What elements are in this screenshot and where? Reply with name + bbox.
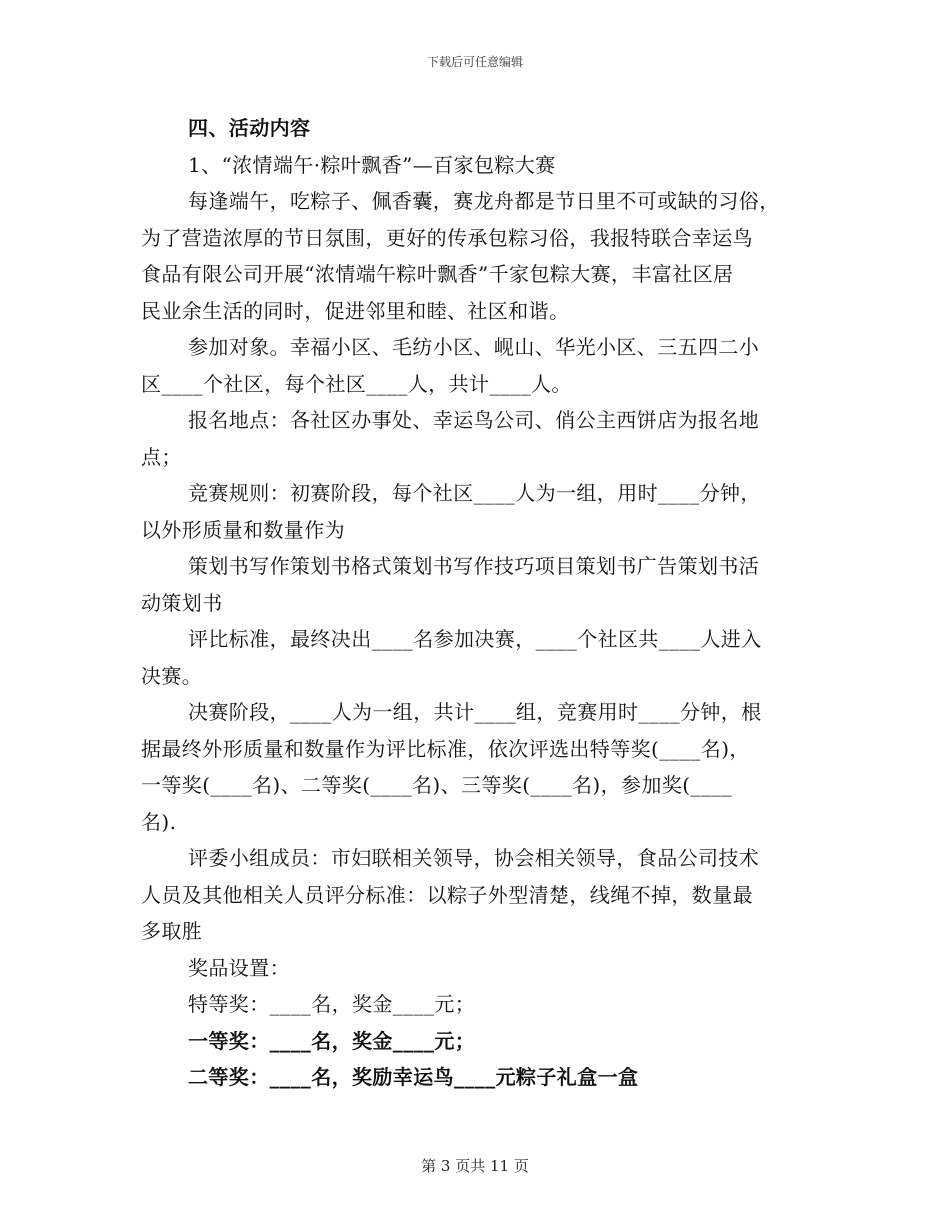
paragraph-line: 决赛阶段，____人为一组，共计____组，竞赛用时____分钟，根	[188, 700, 762, 724]
paragraph-line: 报名地点：各社区办事处、幸运鸟公司、俏公主西饼店为报名地	[188, 408, 760, 432]
paragraph-line: 参加对象。幸福小区、毛纺小区、岘山、华光小区、三五四二小	[188, 335, 760, 359]
paragraph-line: 策划书写作策划书格式策划书写作技巧项目策划书广告策划书活	[188, 554, 760, 578]
paragraph-line: 评委小组成员：市妇联相关领导，协会相关领导，食品公司技术	[188, 846, 760, 870]
page-header: 下载后可任意编辑	[426, 55, 523, 69]
prize-line-special: 特等奖：____名，奖金____元；	[188, 992, 476, 1016]
prize-setting-label: 奖品设置：	[188, 955, 290, 980]
paragraph-line: 民业余生活的同时，促进邻里和睦、社区和谐。	[141, 298, 570, 323]
paragraph-line: 名).	[141, 809, 177, 834]
prize-line-first: 一等奖：____名，奖金____元；	[188, 1028, 476, 1053]
paragraph-line: 人员及其他相关人员评分标准：以粽子外型清楚，线绳不掉，数量最	[141, 882, 753, 907]
paragraph-line: 多取胜	[141, 919, 203, 943]
paragraph-line: 点；	[141, 444, 182, 469]
paragraph-line: 一等奖(____名)、二等奖(____名)、三等奖(____名)，参加奖(____	[141, 773, 733, 797]
paragraph-line: 为了营造浓厚的节日氛围，更好的传承包粽习俗，我报特联合幸运鸟	[141, 225, 753, 250]
subsection-title: 1、“浓情端午·粽叶飘香”—百家包粽大赛	[188, 152, 556, 177]
paragraph-line: 食品有限公司开展“浓情端午粽叶飘香”千家包粽大赛，丰富社区居	[141, 262, 734, 286]
paragraph-line: 区____个社区，每个社区____人，共计____人。	[141, 371, 572, 396]
section-heading: 四、活动内容	[188, 116, 311, 140]
page-footer: 第 3 页共 11 页	[421, 1157, 529, 1175]
paragraph-line: 以外形质量和数量作为	[141, 517, 345, 542]
paragraph-line: 据最终外形质量和数量作为评比标准，依次评选出特等奖(____名)，	[141, 736, 750, 761]
paragraph-line: 评比标准，最终决出____名参加决赛，____个社区共____人进入	[188, 627, 762, 651]
paragraph-line: 竞赛规则：初赛阶段，每个社区____人为一组，用时____分钟，	[188, 481, 761, 505]
document-body	[141, 110, 816, 1096]
paragraph-line: 每逢端午，吃粽子、佩香囊，赛龙舟都是节日里不可或缺的习俗，	[188, 189, 780, 213]
paragraph-line: 动策划书	[141, 590, 223, 615]
prize-line-second: 二等奖：____名，奖励幸运鸟____元粽子礼盒一盒	[188, 1065, 639, 1089]
paragraph-line: 决赛。	[141, 663, 203, 688]
